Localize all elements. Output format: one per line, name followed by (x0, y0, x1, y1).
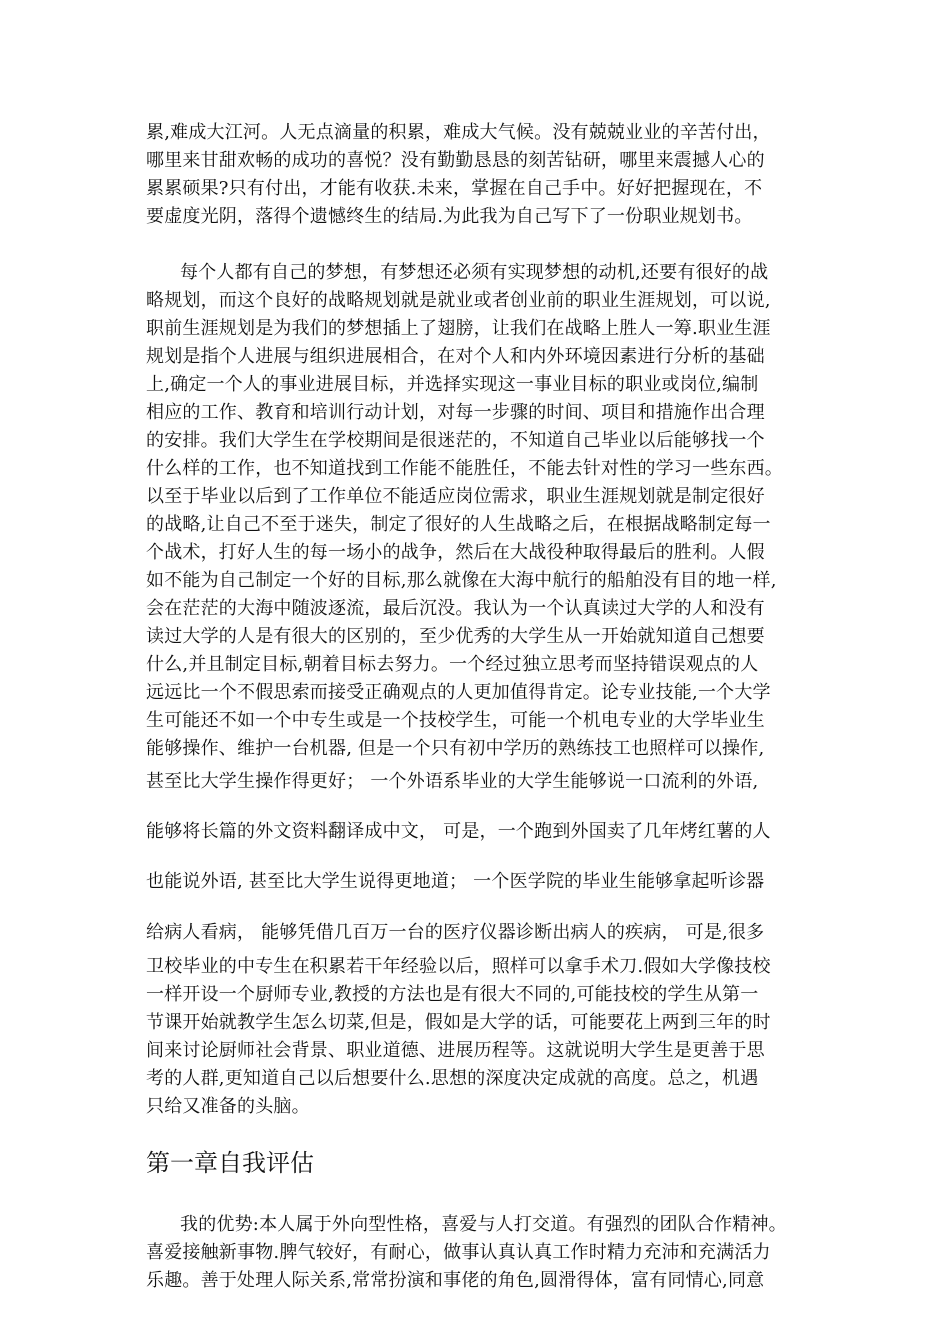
text-line: 会在茫茫的大海中随波逐流，最后沉没。我认为一个认真读过大学的人和没有 (146, 598, 765, 619)
text-line: 生可能还不如一个中专生或是一个技校学生，可能一个机电专业的大学毕业生 (146, 710, 765, 731)
text-line: 职前生涯规划是为我们的梦想插上了翅膀，让我们在战略上胜人一筹.职业生涯 (146, 318, 771, 339)
text-line: 只给又准备的头脑。 (146, 1096, 310, 1117)
text-line: 累,难成大江河。人无点滴量的积累，难成大气候。没有兢兢业业的辛苦付出， (146, 122, 771, 143)
text-line: 给病人看病， 能够凭借几百万一台的医疗仪器诊断出病人的疾病， 可是,很多 (146, 922, 765, 943)
text-line: 什么样的工作，也不知道找到工作能不能胜任，不能去针对性的学习一些东西。 (146, 458, 783, 479)
text-line: 的战略,让自己不至于迷失，制定了很好的人生战略之后，在根据战略制定每一 (146, 514, 771, 535)
text-line: 哪里来甘甜欢畅的成功的喜悦？没有勤勤恳恳的刻苦钻研，哪里来震撼人心的 (146, 150, 765, 171)
text-line: 能够操作、维护一台机器, 但是一个只有初中学历的熟练技工也照样可以操作, (146, 738, 765, 759)
text-line: 我的优势:本人属于外向型性格，喜爱与人打交道。有强烈的团队合作精神。 (180, 1214, 787, 1235)
text-line: 以至于毕业以后到了工作单位不能适应岗位需求，职业生涯规划就是制定很好 (146, 486, 765, 507)
text-line: 乐趣。善于处理人际关系,常常扮演和事佬的角色,圆滑得体，富有同情心,同意 (146, 1270, 765, 1291)
text-line: 什么,并且制定目标,朝着目标去努力。一个经过独立思考而坚持错误观点的人 (146, 654, 759, 675)
text-line: 上,确定一个人的事业进展目标，并选择实现这一事业目标的职业或岗位,编制 (146, 374, 759, 395)
text-line: 卫校毕业的中专生在积累若干年经验以后，照样可以拿手术刀.假如大学像技校 (146, 956, 771, 977)
text-line: 远远比一个不假思索而接受正确观点的人更加值得肯定。论专业技能,一个大学 (146, 682, 771, 703)
text-line: 累累硕果?只有付出，才能有收获.未来，掌握在自己手中。好好把握现在，不 (146, 178, 763, 199)
text-line: 相应的工作、教育和培训行动计划，对每一步骤的时间、项目和措施作出合理 (146, 402, 765, 423)
text-line: 略规划，而这个良好的战略规划就是就业或者创业前的职业生涯规划，可以说, (146, 290, 771, 311)
text-line: 规划是指个人进展与组织进展相合，在对个人和内外环境因素进行分析的基础 (146, 346, 765, 367)
text-line: 一样开设一个厨师专业,教授的方法也是有很大不同的,可能技校的学生从第一 (146, 984, 759, 1005)
text-line: 也能说外语, 甚至比大学生说得更地道； 一个医学院的毕业生能够拿起听诊器 (146, 871, 765, 892)
text-line: 读过大学的人是有很大的区别的，至少优秀的大学生从一开始就知道自己想要 (146, 626, 765, 647)
text-line: 甚至比大学生操作得更好； 一个外语系毕业的大学生能够说一口流利的外语, (146, 771, 759, 792)
text-line: 间来讨论厨师社会背景、职业道德、进展历程等。这就说明大学生是更善于思 (146, 1040, 765, 1061)
text-line: 要虚度光阴，落得个遗憾终生的结局.为此我为自己写下了一份职业规划书。 (146, 206, 753, 227)
text-line: 节课开始就教学生怎么切菜,但是，假如是大学的话，可能要花上两到三年的时 (146, 1012, 771, 1033)
text-line: 个战术，打好人生的每一场小的战争，然后在大战役种取得最后的胜利。人假 (146, 542, 765, 563)
text-line: 如不能为自己制定一个好的目标,那么就像在大海中航行的船舶没有目的地一样, (146, 570, 777, 591)
chapter-heading: 第一章自我评估 (146, 1149, 314, 1177)
text-line: 能够将长篇的外文资料翻译成中文， 可是，一个跑到外国卖了几年烤红薯的人 (146, 821, 771, 842)
text-line: 每个人都有自己的梦想，有梦想还必须有实现梦想的动机,还要有很好的战 (180, 262, 769, 283)
text-line: 的安排。我们大学生在学校期间是很迷茫的，不知道自己毕业以后能够找一个 (146, 430, 765, 451)
text-line: 考的人群,更知道自己以后想要什么.思想的深度决定成就的高度。总之，机遇 (146, 1068, 759, 1089)
text-line: 喜爱接触新事物.脾气较好，有耐心，做事认真认真工作时精力充沛和充满活力 (146, 1242, 771, 1263)
